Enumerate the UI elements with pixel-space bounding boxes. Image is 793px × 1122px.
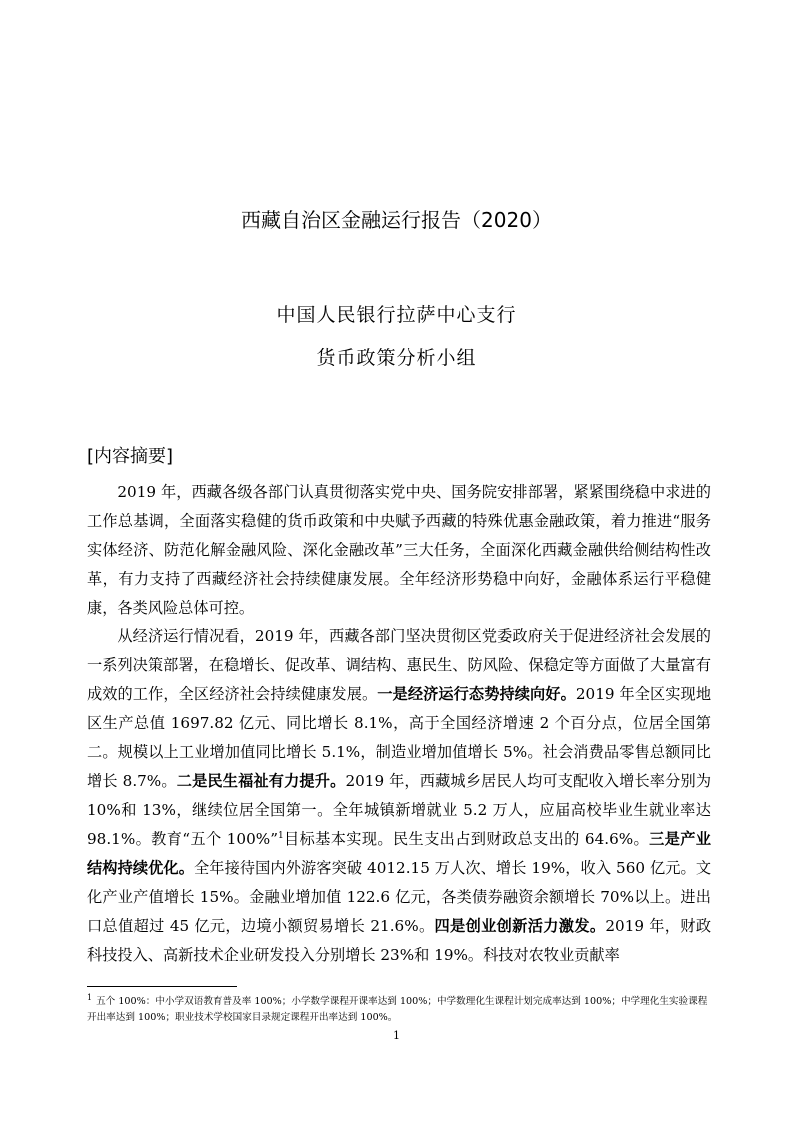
point-2-text-b: 目标基本实现。民生支出占到财政总支出的 64.6%。: [283, 830, 650, 848]
footnote-divider: [87, 986, 237, 987]
footnote-reference[interactable]: 1: [277, 830, 284, 841]
document-title: 西藏自治区金融运行报告（2020）: [241, 208, 552, 232]
author-organization: 中国人民银行拉萨中心支行: [276, 304, 517, 326]
footnote: [87, 994, 711, 1026]
author-group: 货币政策分析小组: [316, 347, 477, 369]
point-3-text: 全年接待国内外游客突破 4012.15 万人次、增长 19%，收入 560 亿元。文化产业产值增长 15%。金融业增加值 122.6 亿元，各类债券融资余额增长 70%以上。进出口总值超过 45 亿元，边境小额贸易增长 21.6%。: [87, 859, 712, 935]
summary-paragraph-1: [87, 478, 711, 623]
footnote-number: 1: [87, 992, 93, 1002]
point-1-heading: 一是经济运行态势持续向好。: [377, 685, 576, 703]
point-2-text-a: 2019 年，西藏城乡居民人均可支配收入增长率分别为 10%和 13%，继续位居全国第一。全年城镇新增就业 5.2 万人，应届高校毕业生就业率达 98.1%。教育“五个 100%”: [87, 772, 712, 848]
summary-paragraph-2: [87, 622, 711, 970]
point-4-text: 2019 年，财政科技投入、高新技术企业研发投入分别增长 23%和 19%。科技对农牧业贡献率: [87, 917, 712, 964]
point-1-text: 2019 年全区实现地区生产总值 1697.82 亿元、同比增长 8.1%，高于全国经济增速 2 个百分点，位居全国第二。规模以上工业增加值同比增长 5.1%，制造业增加值增长 5%。社会消费品零售总额同比增长 8.7%。: [87, 685, 712, 790]
section-heading: [内容摘要]: [87, 446, 174, 467]
point-4-heading: 四是创业创新活力激发。: [434, 917, 606, 935]
paragraph-text: 2019 年，西藏各级各部门认真贯彻落实党中央、国务院安排部署，紧紧围绕稳中求进的工作总基调，全面落实稳健的货币政策和中央赋予西藏的特殊优惠金融政策，着力推进“服务实体经济、防范化解金融风险、深化金融改革”三大任务，全面深化西藏金融供给侧结构性改革，有力支持了西藏经济社会持续健康发展。全年经济形势稳中向好，金融体系运行平稳健康，各类风险总体可控。: [87, 483, 711, 617]
page-number: 1: [393, 1029, 400, 1042]
paragraph-intro: 从经济运行情况看，2019 年，西藏各部门坚决贯彻区党委政府关于促进经济社会发展的一系列决策部署，在稳增长、促改革、调结构、惠民生、防风险、保稳定等方面做了大量富有成效的工作，全区经济社会持续健康发展。: [87, 627, 711, 703]
point-2-heading: 二是民生福祉有力提升。: [176, 772, 346, 790]
point-3-heading: 三是产业结构持续优化。: [87, 830, 711, 877]
footnote-text: 五个 100%：中小学双语教育普及率 100%；小学数学课程开课率达到 100%；中学数理化生课程计划完成率达到 100%；中学理化生实验课程开出率达到 100%；职业技术学校国家目录规定课程开出率达到 100%。: [87, 996, 708, 1023]
